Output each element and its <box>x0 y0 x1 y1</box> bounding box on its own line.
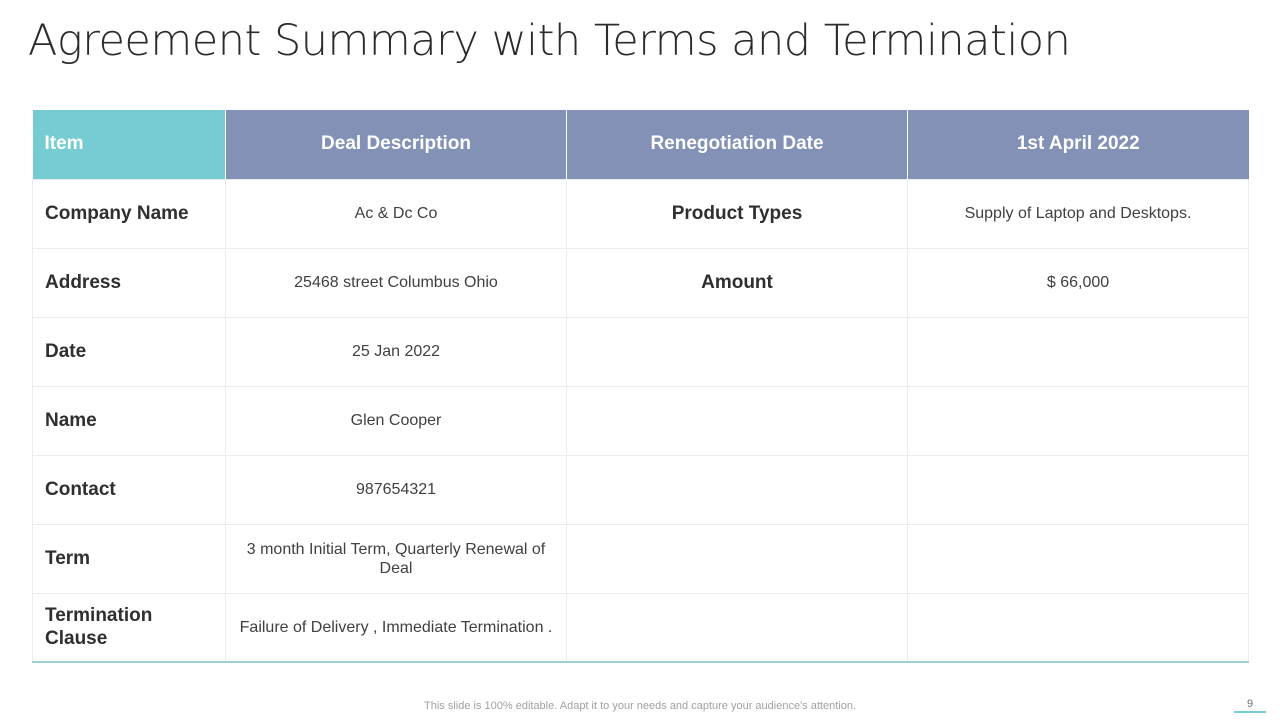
table-row <box>33 524 1249 593</box>
row-sublabel-amount: Amount <box>567 248 908 317</box>
row-label-company-name: Company Name <box>33 179 226 248</box>
empty-cell <box>908 386 1249 455</box>
empty-cell <box>567 593 908 662</box>
row-value-address: 25468 street Columbus Ohio <box>226 248 567 317</box>
empty-cell <box>908 593 1249 662</box>
row-label-contact: Contact <box>33 455 226 524</box>
header-renegotiation-date: Renegotiation Date <box>567 110 908 179</box>
page-number: 9 <box>1234 698 1266 713</box>
table-row <box>33 386 1249 455</box>
agreement-table <box>32 110 1249 663</box>
row-label-name: Name <box>33 386 226 455</box>
header-item: Item <box>33 110 226 179</box>
row-subvalue-amount: $ 66,000 <box>908 248 1249 317</box>
row-value-termination-clause: Failure of Delivery , Immediate Termination . <box>226 593 567 662</box>
row-subvalue-product-types: Supply of Laptop and Desktops. <box>908 179 1249 248</box>
empty-cell <box>908 317 1249 386</box>
table-header-row <box>33 110 1249 179</box>
empty-cell <box>908 455 1249 524</box>
empty-cell <box>567 524 908 593</box>
empty-cell <box>567 317 908 386</box>
slide-title: Agreement Summary with Terms and Termination <box>28 16 1071 66</box>
row-value-contact: 987654321 <box>226 455 567 524</box>
header-deal-description: Deal Description <box>226 110 567 179</box>
row-label-term: Term <box>33 524 226 593</box>
header-renegotiation-date-value: 1st April 2022 <box>908 110 1249 179</box>
empty-cell <box>908 524 1249 593</box>
row-value-name: Glen Cooper <box>226 386 567 455</box>
table-row <box>33 248 1249 317</box>
slide-footer-note: This slide is 100% editable. Adapt it to your needs and capture your audience's attention. <box>424 700 856 712</box>
row-value-term: 3 month Initial Term, Quarterly Renewal of Deal <box>226 524 567 593</box>
row-label-termination-clause: Termination Clause <box>33 593 226 662</box>
row-sublabel-product-types: Product Types <box>567 179 908 248</box>
row-value-company-name: Ac & Dc Co <box>226 179 567 248</box>
table-row <box>33 317 1249 386</box>
row-label-address: Address <box>33 248 226 317</box>
row-value-date: 25 Jan 2022 <box>226 317 567 386</box>
table-row <box>33 455 1249 524</box>
row-label-date: Date <box>33 317 226 386</box>
empty-cell <box>567 455 908 524</box>
empty-cell <box>567 386 908 455</box>
table-row <box>33 593 1249 662</box>
table-row <box>33 179 1249 248</box>
